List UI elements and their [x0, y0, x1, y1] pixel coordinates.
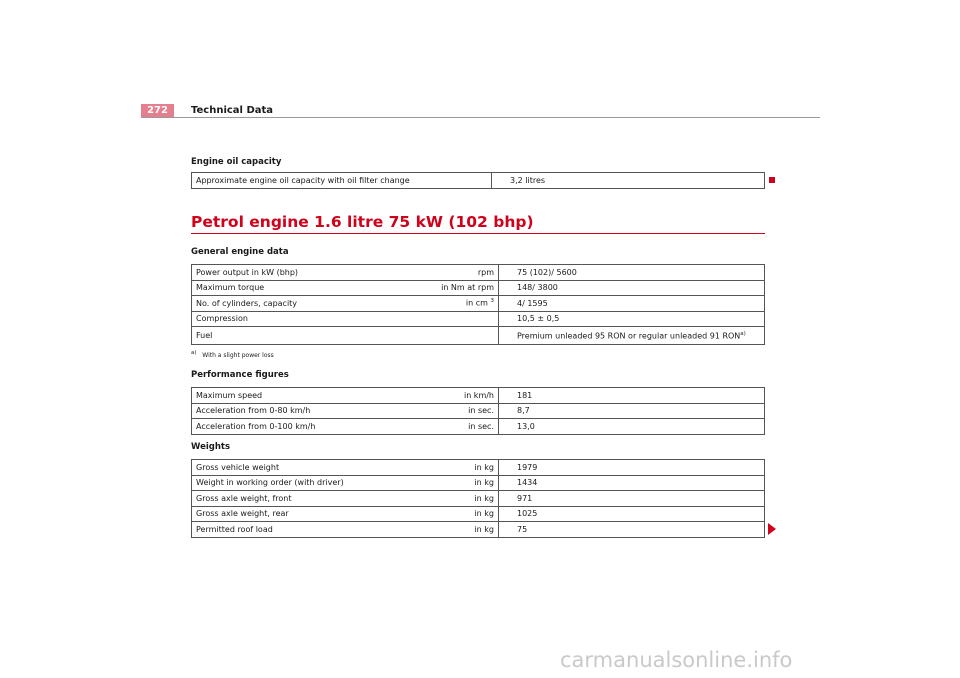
row-unit: in sec. [430, 403, 499, 419]
row-label: Gross axle weight, front [192, 491, 431, 507]
fuel-text: Premium unleaded 95 RON or regular unleaded 91 RON [517, 331, 741, 341]
row-label: Power output in kW (bhp) [192, 265, 431, 281]
table-row [192, 522, 765, 538]
table-row [192, 506, 765, 522]
weights-table [191, 459, 765, 538]
row-value: 8,7 [499, 403, 765, 419]
row-unit: in kg [430, 491, 499, 507]
row-value [499, 327, 765, 345]
row-value: 75 (102)/ 5600 [499, 265, 765, 281]
table-row [192, 419, 765, 435]
footnote-ref: a) [740, 330, 746, 337]
engine-data-table [191, 264, 765, 345]
row-unit: in km/h [430, 388, 499, 404]
section-end-icon [769, 177, 775, 183]
table-row [192, 327, 765, 345]
engine-data-heading: General engine data [191, 247, 289, 257]
row-value: 1025 [499, 506, 765, 522]
row-value: 10,5 ± 0,5 [499, 311, 765, 327]
row-value: 75 [499, 522, 765, 538]
row-unit [430, 327, 499, 345]
unit-text: in cm [465, 299, 488, 309]
row-unit: in kg [430, 460, 499, 476]
table-row [192, 491, 765, 507]
row-label: Permitted roof load [192, 522, 431, 538]
row-value: 1979 [499, 460, 765, 476]
row-label: Approximate engine oil capacity with oil filter change [192, 173, 492, 189]
section-title: Petrol engine 1.6 litre 75 kW (102 bhp) [191, 213, 534, 231]
row-value: 13,0 [499, 419, 765, 435]
footnote-text: With a slight power loss [202, 352, 274, 359]
oil-capacity-table [191, 172, 765, 189]
table-row [192, 475, 765, 491]
row-label: Maximum torque [192, 280, 431, 296]
performance-heading: Performance figures [191, 370, 289, 380]
row-label: Maximum speed [192, 388, 431, 404]
table-row [192, 280, 765, 296]
footnote-marker: a) [191, 350, 197, 356]
row-value: 3,2 litres [492, 173, 765, 189]
row-value: 4/ 1595 [499, 296, 765, 312]
table-row [192, 311, 765, 327]
row-value: 148/ 3800 [499, 280, 765, 296]
row-value: 1434 [499, 475, 765, 491]
table-row [192, 403, 765, 419]
continue-arrow-icon [768, 523, 776, 535]
watermark: carmanualsonline.info [560, 648, 793, 672]
page-number: 272 [141, 104, 174, 118]
section-title-rule [191, 233, 765, 234]
weights-heading: Weights [191, 442, 231, 452]
row-label: Weight in working order (with driver) [192, 475, 431, 491]
row-label: No. of cylinders, capacity [192, 296, 431, 312]
unit-superscript: 3 [490, 298, 494, 305]
performance-table [191, 387, 765, 435]
row-label: Fuel [192, 327, 431, 345]
row-unit [430, 311, 499, 327]
row-value: 181 [499, 388, 765, 404]
row-unit: rpm [430, 265, 499, 281]
table-row [192, 388, 765, 404]
row-unit [430, 296, 499, 312]
row-unit: in kg [430, 522, 499, 538]
table-row [192, 296, 765, 312]
row-label: Compression [192, 311, 431, 327]
row-unit: in sec. [430, 419, 499, 435]
row-unit: in kg [430, 475, 499, 491]
table-row [192, 265, 765, 281]
page-title: Technical Data [191, 105, 274, 116]
footnote [191, 350, 274, 359]
table-row [192, 460, 765, 476]
table-row [192, 173, 765, 189]
row-value: 971 [499, 491, 765, 507]
row-unit: in kg [430, 506, 499, 522]
row-label: Gross axle weight, rear [192, 506, 431, 522]
row-unit: in Nm at rpm [430, 280, 499, 296]
row-label: Acceleration from 0-80 km/h [192, 403, 431, 419]
row-label: Gross vehicle weight [192, 460, 431, 476]
oil-capacity-heading: Engine oil capacity [191, 157, 282, 167]
header-divider [141, 117, 820, 118]
row-label: Acceleration from 0-100 km/h [192, 419, 431, 435]
